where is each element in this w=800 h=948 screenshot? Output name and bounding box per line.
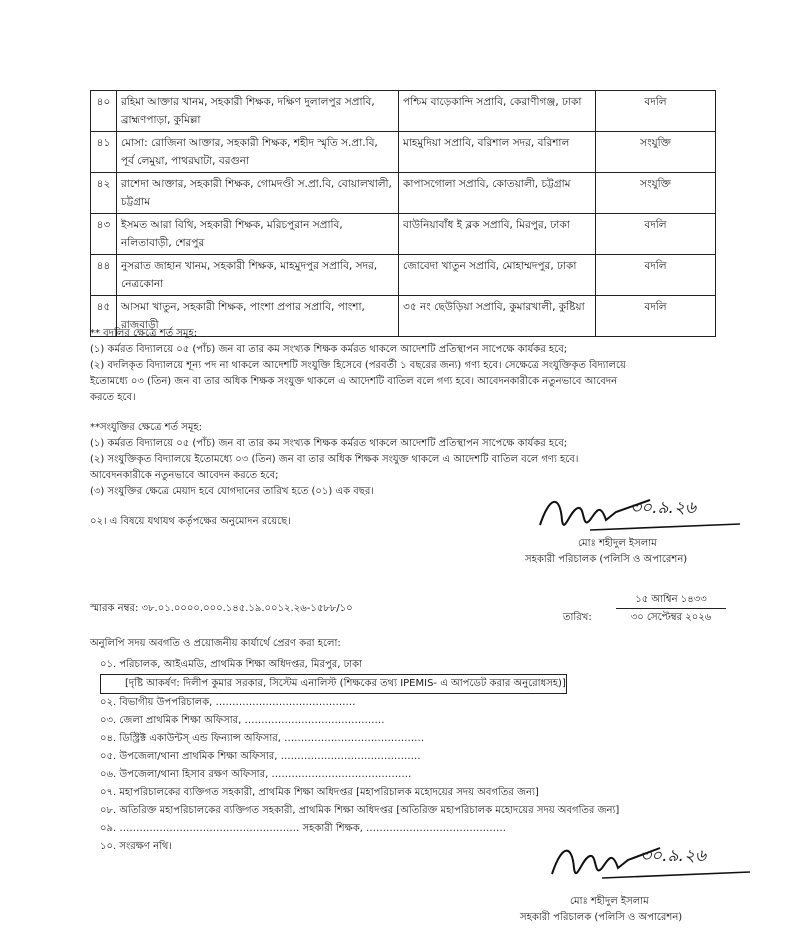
serial-cell: ৪১ (91, 132, 117, 173)
copy-item-9: ০৯. ……………………………………………… সহকারী শিক্ষক, …………………………………… (100, 823, 507, 834)
table-row (91, 132, 716, 173)
order-type-cell: বদলি (596, 91, 716, 132)
order-type-cell: সংযুক্তি (596, 132, 716, 173)
attachment-condition-3: (৩) সংযুক্তির ক্ষেত্রে মেয়াদ হবে যোগদানের তারিখ হতে (০১) এক বছর। (90, 486, 374, 497)
attachment-conditions (90, 420, 730, 500)
serial-cell: ৪২ (91, 173, 117, 214)
order-type-cell: বদলি (596, 255, 716, 296)
school-cell: কাপাসগোলা সপ্রাবি, কোতয়ালী, চট্টগ্রাম (399, 173, 596, 214)
memo-number: স্মারক নম্বর: ৩৮.০১.০০০০.০০০.১৪৫.১৯.০০১২.২৬-১৫৮৮/১০ (90, 603, 353, 614)
attachment-condition-1: (১) কর্মরত বিদ্যালয়ে ০৫ (পাঁচ) জন বা তার কম সংখ্যক শিক্ষক কর্মরত থাকলে আদেশটি প্রতিস্থাপন সাপেক্ষে কার্যকর হবে; (90, 438, 568, 449)
school-cell: পশ্চিম বাড়েকান্দি সপ্রাবি, কেরাণীগঞ্জ, ঢাকা (399, 91, 596, 132)
memo-date-bangla: ১৫ আশ্বিন ১৪৩৩ (616, 592, 726, 609)
transfer-conditions (90, 326, 730, 406)
signatory-name-1: মোঃ শহীদুল ইসলাম (578, 538, 657, 549)
copy-item-5: ০৫. উপজেলা/থানা প্রাথমিক শিক্ষা অফিসার, …………………………………… (100, 751, 421, 762)
copy-item-10: ১০. সংরক্ষণ নথি। (100, 841, 172, 852)
school-cell: জোবেদা খাতুন সপ্রাবি, মোহাম্মদপুর, ঢাকা (399, 255, 596, 296)
copy-item-4: ০৪. ডিস্ট্রিক্ট একাউন্টস্ এন্ড ফিন্যান্স অফিসার, …………………………………… (100, 733, 425, 744)
transfer-condition-2-end: করতে হবে। (90, 392, 136, 403)
school-cell: বাউনিয়াবাঁধ ই ব্লক সপ্রাবি, মিরপুর, ঢাকা (399, 214, 596, 255)
copy-item-1: ০১. পরিচালক, আইএমডি, প্রাথমিক শিক্ষা অধিদপ্তর, মিরপুর, ঢাকা (100, 659, 363, 670)
table-row (91, 214, 716, 255)
table-row (91, 255, 716, 296)
signatory-title-1: সহকারী পরিচালক (পলিসি ও অপারেশন) (525, 554, 688, 565)
order-type-cell: বদলি (596, 214, 716, 255)
teacher-cell: আসমা খাতুন, সহকারী শিক্ষক, পাংশা প্রপার সপ্রাবি, পাংশা, রাজবাড়ী (117, 296, 399, 337)
signature-date-1: ৩০.৯.২৬ (630, 498, 697, 518)
transfer-condition-2: (২) বদলিকৃত বিদ্যালয়ে শূন্য পদ না থাকলে আদেশটি সংযুক্তি হিসেবে (পরবর্তী ১ বছরের জন্য) গণ্য হবে। সেক্ষেত্রে সংযুক্তিকৃত বিদ্যালয়ে (90, 360, 626, 371)
school-cell: ৩৫ নং ছেউড়িয়া সপ্রাবি, কুমারখালী, কুষ্টিয়া (399, 296, 596, 337)
attachment-condition-2-cont: আবেদনকারীকে নতুনভাবে আবেদন করতে হবে; (90, 470, 279, 481)
order-type-cell: সংযুক্তি (596, 173, 716, 214)
teacher-cell: রহিমা আক্তার খানম, সহকারী শিক্ষক, দক্ষিণ দুলালপুর সপ্রাবি, ব্রাহ্মণপাড়া, কুমিল্লা (117, 91, 399, 132)
memo-date-label: তারিখ: (563, 612, 592, 623)
copy-item-2: ০২. বিভাগীয় উপপরিচালক, …………………………………… (100, 697, 356, 708)
teacher-cell: রাশেদা আক্তার, সহকারী শিক্ষক, গোমদণ্ডী স.প্রা.বি, বোয়ালখালী, চট্টগ্রাম (117, 173, 399, 214)
attachment-condition-2: (২) সংযুক্তিকৃত বিদ্যালয়ে ইতোমধ্যে ০৩ (তিন) জন বা তার অধিক শিক্ষক সংযুক্ত থাকলে এ আদেশটি বাতিল বলে গণ্য হবে। (90, 454, 579, 465)
order-type-cell: বদলি (596, 296, 716, 337)
table-row (91, 173, 716, 214)
memo-date-english: ৩০ সেপ্টেম্বর ২০২৬ (630, 612, 712, 623)
teacher-cell: নুসরাত জাহান খানম, সহকারী শিক্ষক, মাহমুদপুর সপ্রাবি, সদর, নেত্রকোনা (117, 255, 399, 296)
signature-date-2: ৩০.৯.২৬ (640, 846, 707, 866)
copy-item-1-attention: [দৃষ্টি আকর্ষণ: দিলীপ কুমার সরকার, সিস্টেম এনালিস্ট (শিক্ষকের তথ্য IPEMIS- এ আপডেট করার অনুরোধসহ)] (100, 674, 567, 694)
copy-item-7: ০৭. মহাপরিচালকের ব্যক্তিগত সহকারী, প্রাথমিক শিক্ষা অধিদপ্তর [মহাপরিচালক মহোদয়ের সদয় অবগতির জন্য] (100, 787, 539, 798)
teacher-cell: ইসমত আরা বিথি, সহকারী শিক্ষক, মরিচপুরান সপ্রাবি, নলিতাবাড়ী, শেরপুর (117, 214, 399, 255)
signatory-name-2: মোঃ শহীদুল ইসলাম (570, 896, 649, 907)
serial-cell: ৪৫ (91, 296, 117, 337)
transfer-condition-2-cont: ইতোমধ্যে ০৩ (তিন) জন বা তার অধিক শিক্ষক সংযুক্ত থাকলে এ আদেশটি বাতিল বলে গণ্য হবে। আবেদনকারীকে নতুনভাবে আবেদন (90, 376, 618, 387)
transfer-condition-1: (১) কর্মরত বিদ্যালয়ে ০৫ (পাঁচ) জন বা তার কম সংখ্যক শিক্ষক কর্মরত থাকলে আদেশটি প্রতিস্থাপন সাপেক্ষে কার্যকর হবে; (90, 344, 568, 355)
copy-item-8: ০৮. অতিরিক্ত মহাপরিচালকের ব্যক্তিগত সহকারী, প্রাথমিক শিক্ষা অধিদপ্তর [অতিরিক্ত মহাপরিচালক মহোদয়ের সদয় অবগতির জন্য] (100, 805, 620, 816)
serial-cell: ৪৩ (91, 214, 117, 255)
transfer-conditions-heading: ** বদলির ক্ষেত্রে শর্ত সমূহ: (90, 328, 198, 339)
table-row (91, 91, 716, 132)
school-cell: মাহমুদিয়া সপ্রাবি, বরিশাল সদর, বরিশাল (399, 132, 596, 173)
copy-intro: অনুলিপি সদয় অবগতি ও প্রয়োজনীয় কার্যার্থে প্রেরণ করা হলো: (90, 638, 341, 649)
serial-cell: ৪৪ (91, 255, 117, 296)
attachment-conditions-heading: **সংযুক্তির ক্ষেত্রে শর্ত সমূহ: (90, 422, 203, 433)
copy-item-3: ০৩. জেলা প্রাথমিক শিক্ষা অফিসার, …………………………………… (100, 715, 385, 726)
copy-list (100, 656, 730, 856)
copy-item-6: ০৬. উপজেলা/থানা হিসাব রক্ষণ অফিসার, …………………………………… (100, 769, 412, 780)
teacher-cell: মোসা: রোজিনা আক্তার, সহকারী শিক্ষক, শহীদ স্মৃতি স.প্রা.বি, পূর্ব লেমুয়া, পাথরঘাটা, বরগুনা (117, 132, 399, 173)
serial-cell: ৪০ (91, 91, 117, 132)
signatory-title-2: সহকারী পরিচালক (পলিসি ও অপারেশন) (520, 912, 683, 923)
transfer-table (90, 90, 716, 337)
approval-note: ০২। এ বিষয়ে যথাযথ কর্তৃপক্ষের অনুমোদন রয়েছে। (90, 516, 291, 527)
